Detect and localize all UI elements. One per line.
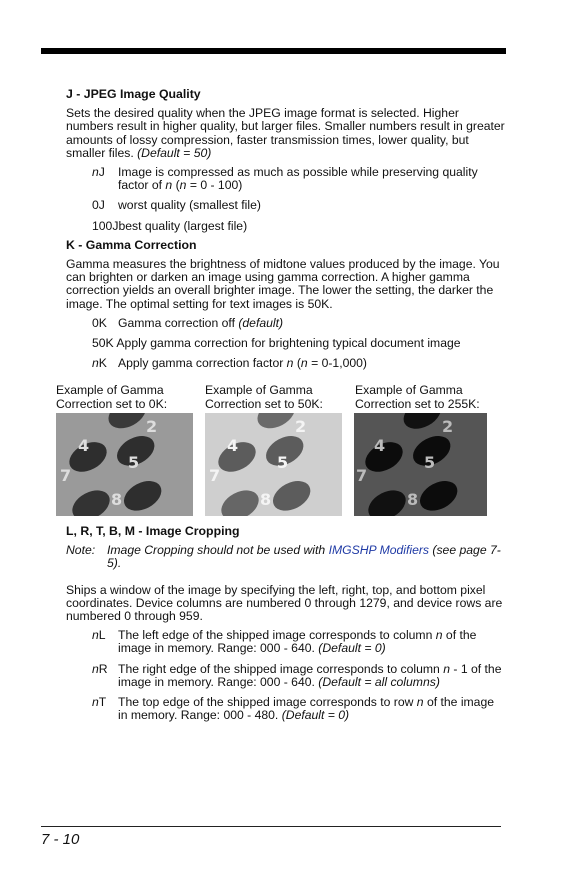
cropping-section bbox=[66, 525, 506, 722]
gamma-example-image-255k bbox=[354, 413, 487, 516]
svg-text:8: 8 bbox=[111, 490, 123, 509]
svg-text:2: 2 bbox=[295, 417, 307, 436]
svg-text:4: 4 bbox=[374, 436, 386, 455]
gamma-example-caption-50k: Example of Gamma Correction set to 50K: bbox=[205, 383, 323, 411]
cropping-option-nR: nR The right edge of the shipped image corresponds to column n - 1 of the image in memory. Range: 000 - 640. (Default = all columns) bbox=[92, 661, 502, 689]
gamma-intro: Gamma measures the brightness of midtone values produced by the image. You can brighten or darken an image using gamma correction. A higher gamma correction yields an overall brighter image. The lower the setting, the darker the image. The optimal setting for text images is 50K. bbox=[66, 257, 500, 311]
cropping-heading: L, R, T, B, M - Image Cropping bbox=[66, 524, 240, 538]
svg-text:4: 4 bbox=[227, 436, 239, 455]
gamma-option-nK: nK Apply gamma correction factor n (n = 0-1,000) bbox=[92, 356, 367, 371]
svg-text:5: 5 bbox=[277, 453, 289, 472]
gamma-example-caption-255k: Example of Gamma Correction set to 255K: bbox=[355, 383, 480, 411]
gamma-heading: K - Gamma Correction bbox=[66, 237, 197, 252]
gamma-example-image-50k bbox=[205, 413, 342, 516]
cropping-option-nL: nL The left edge of the shipped image corresponds to column n of the image in memory. Range: 000 - 640. (Default = 0) bbox=[92, 628, 477, 656]
svg-text:7: 7 bbox=[356, 466, 368, 485]
gamma-example-caption-0k: Example of Gamma Correction set to 0K: bbox=[56, 383, 168, 411]
cropping-note: Note: Image Cropping should not be used with IMGSHP Modifiers (see page 7-5). bbox=[66, 543, 501, 571]
svg-text:2: 2 bbox=[442, 417, 454, 436]
svg-text:8: 8 bbox=[407, 490, 419, 509]
gamma-option-50K: 50K Apply gamma correction for brightening typical document image bbox=[92, 336, 461, 351]
imgshp-modifiers-link[interactable]: IMGSHP Modifiers bbox=[328, 543, 430, 558]
jpeg-heading: J - JPEG Image Quality bbox=[66, 87, 201, 101]
svg-text:7: 7 bbox=[209, 466, 221, 485]
header-rule bbox=[41, 48, 506, 54]
page-number: 7 - 10 bbox=[41, 831, 80, 848]
jpeg-option-100J: 100Jbest quality (largest file) bbox=[92, 218, 248, 233]
cropping-option-nT: nT The top edge of the shipped image corresponds to row n of the image in memory. Range: 000 - 480. (Default = 0) bbox=[92, 695, 495, 723]
gamma-option-0K: 0K Gamma correction off (default) bbox=[92, 315, 284, 330]
svg-text:7: 7 bbox=[60, 466, 72, 485]
page-content bbox=[66, 88, 506, 370]
svg-text:8: 8 bbox=[260, 490, 272, 509]
jpeg-intro: Sets the desired quality when the JPEG image format is selected. Higher numbers result in higher quality, but larger files. Smaller numbers result in greater amounts of lossy compression, faster transmission times, lower quality, but smaller files. (Default = 50) bbox=[66, 106, 505, 160]
gamma-example-image-0k bbox=[56, 413, 193, 516]
footer-rule bbox=[41, 826, 501, 827]
jpeg-option-0J: 0J worst quality (smallest file) bbox=[92, 198, 261, 213]
cropping-intro: Ships a window of the image by specifying the left, right, top, and bottom pixel coordinates. Device columns are numbered 0 through 1279, and device rows are numbered 0 through 959. bbox=[66, 582, 503, 624]
svg-text:2: 2 bbox=[146, 417, 158, 436]
svg-text:5: 5 bbox=[128, 453, 140, 472]
jpeg-option-nJ: nJ Image is compressed as much as possible while preserving quality factor of n (n = 0 - 100) bbox=[92, 165, 478, 193]
svg-text:5: 5 bbox=[424, 453, 436, 472]
svg-text:4: 4 bbox=[78, 436, 90, 455]
